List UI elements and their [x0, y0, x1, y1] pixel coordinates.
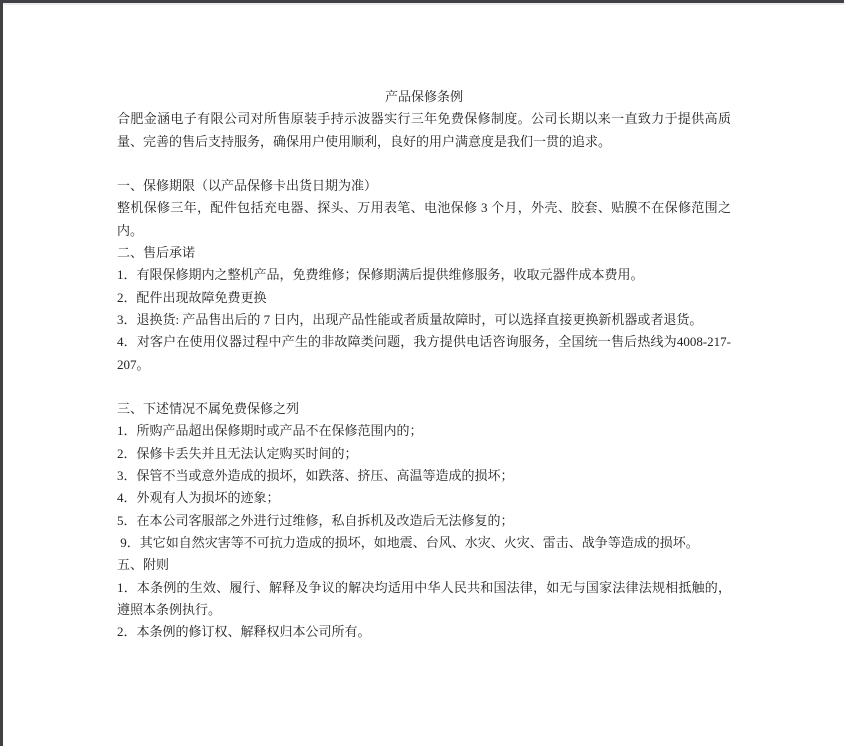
- doc-paragraph: 一、保修期限（以产品保修卡出货日期为准）: [117, 178, 378, 194]
- doc-paragraph: 五、附则: [117, 557, 170, 573]
- doc-paragraph: 1．有限保修期内之整机产品，免费维修；保修期满后提供维修服务，收取元器件成本费用。: [117, 267, 644, 283]
- doc-paragraph: 3．保管不当或意外造成的损坏，如跌落、挤压、高温等造成的损坏；: [117, 468, 514, 484]
- doc-paragraph: 整机保修三年，配件包括充电器、探头、万用表笔、电池保修 3 个月，外壳、胶套、贴膜不在保修范围之内。: [117, 200, 731, 238]
- doc-paragraph: 5．在本公司客服部之外进行过维修，私自拆机及改造后无法修复的；: [117, 512, 514, 528]
- doc-paragraph: 3．退换货: 产品售出后的 7 日内，出现产品性能或者质量故障时，可以选择直接更换新机器或者退货。: [117, 311, 703, 327]
- doc-paragraph: 1．本条例的生效、履行、解释及争议的解决均适用中华人民共和国法律，如无与国家法律法规相抵触的，遵照本条例执行。: [117, 579, 731, 617]
- page-left-edge: [0, 0, 3, 746]
- doc-paragraph: 4．对客户在使用仪器过程中产生的非故障类问题，我方提供电话咨询服务，全国统一售后热线为4008-217-207。: [117, 334, 731, 372]
- doc-paragraph: 二、售后承诺: [117, 245, 196, 261]
- doc-paragraph: 2．本条例的修订权、解释权归本公司所有。: [117, 624, 371, 640]
- doc-paragraph: 三、下述情况不属免费保修之列: [117, 401, 300, 417]
- doc-paragraph: 合肥金涵电子有限公司对所售原装手持示波器实行三年免费保修制度。公司长期以来一直致力于提供高质量、完善的售后支持服务，确保用户使用顺利，良好的用户满意度是我们一贯的追求。: [117, 111, 731, 149]
- page-top-edge-shadow: [0, 3, 844, 5]
- doc-paragraph: 2．保修卡丢失并且无法认定购买时间的；: [117, 445, 358, 461]
- doc-paragraph: 9．其它如自然灾害等不可抗力造成的损坏，如地震、台风、水灾、火灾、雷击、战争等造成的损坏。: [117, 534, 699, 550]
- doc-blank-line: [117, 376, 731, 398]
- page-top-edge: [0, 0, 844, 3]
- doc-paragraph: 1．所购产品超出保修期时或产品不在保修范围内的；: [117, 423, 423, 439]
- doc-blank-line: [117, 153, 731, 175]
- doc-paragraph: 2．配件出现故障免费更换: [117, 289, 267, 305]
- doc-title: 产品保修条例: [384, 89, 463, 104]
- doc-paragraph: 4．外观有人为损坏的迹象；: [117, 490, 280, 506]
